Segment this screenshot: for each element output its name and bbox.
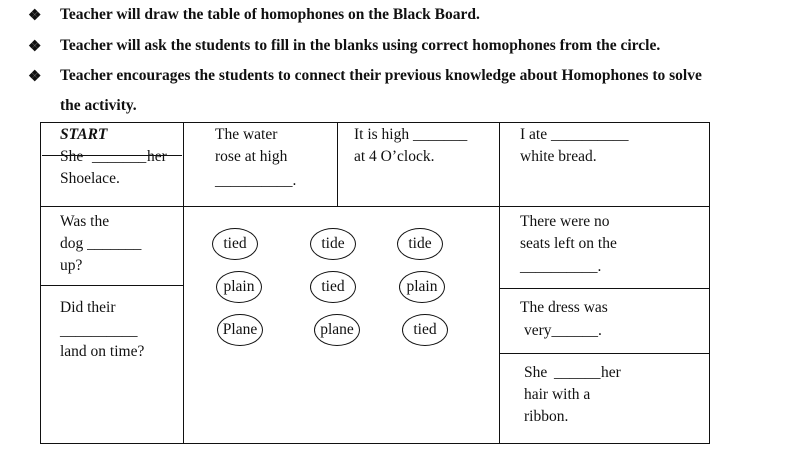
word-circle: plane bbox=[314, 314, 360, 346]
word-circle: tide bbox=[310, 228, 356, 260]
cell-text: Did their bbox=[60, 299, 116, 316]
bullet-icon: ❖ bbox=[28, 69, 42, 85]
word-circle: Plane bbox=[217, 314, 263, 346]
column-divider bbox=[183, 122, 184, 444]
table-border-left bbox=[40, 122, 41, 444]
cell-text: There were no bbox=[520, 213, 610, 230]
row-divider bbox=[40, 285, 184, 286]
cell-text: dog _______ bbox=[60, 235, 142, 252]
cell-text: hair with a bbox=[524, 386, 591, 403]
bullet-icon: ❖ bbox=[28, 8, 42, 24]
cell-text: She bbox=[60, 148, 84, 165]
word-circle: tied bbox=[212, 228, 258, 260]
row-divider bbox=[499, 288, 710, 289]
cell-text: The dress was bbox=[520, 299, 608, 316]
row-divider bbox=[40, 206, 710, 207]
instruction-item: Teacher encourages the students to connect their previous knowledge about Homophones to solve bbox=[60, 67, 702, 84]
cell-text: very______. bbox=[524, 322, 602, 339]
word-circle: tied bbox=[402, 314, 448, 346]
column-divider bbox=[499, 122, 500, 444]
cell-text: up? bbox=[60, 257, 83, 274]
blank: ______ bbox=[554, 364, 601, 381]
column-divider bbox=[337, 122, 338, 206]
cell-text: I ate __________ bbox=[520, 126, 629, 143]
cell-text: It is high _______ bbox=[354, 126, 468, 143]
table-border-bottom bbox=[40, 443, 710, 444]
word-circle: tied bbox=[310, 271, 356, 303]
cell-text: at 4 O’clock. bbox=[354, 148, 435, 165]
table-border-right bbox=[709, 122, 710, 444]
cell-text: her bbox=[601, 364, 621, 381]
instruction-item-continued: the activity. bbox=[60, 97, 137, 114]
row-divider bbox=[499, 353, 710, 354]
word-circle: plain bbox=[399, 271, 445, 303]
cell-text: white bread. bbox=[520, 148, 597, 165]
blank: _______ bbox=[92, 148, 147, 165]
cell-text: The water bbox=[215, 126, 278, 143]
bullet-icon: ❖ bbox=[28, 39, 42, 55]
blank: __________. bbox=[215, 172, 297, 189]
cell-text: Was the bbox=[60, 213, 110, 230]
cell-text: land on time? bbox=[60, 343, 145, 360]
blank: __________ bbox=[60, 322, 138, 339]
blank: __________. bbox=[520, 258, 602, 275]
cell-text: her bbox=[147, 148, 167, 165]
cell-text: ribbon. bbox=[524, 408, 569, 425]
cell-text: rose at high bbox=[215, 148, 288, 165]
cell-text: She bbox=[524, 364, 548, 381]
instruction-item: Teacher will ask the students to fill in the blanks using correct homophones from the circle. bbox=[60, 37, 661, 54]
cell-text: seats left on the bbox=[520, 235, 617, 252]
word-circle: tide bbox=[397, 228, 443, 260]
instruction-item: Teacher will draw the table of homophones on the Black Board. bbox=[60, 6, 480, 23]
start-label: START bbox=[60, 126, 108, 143]
word-circle: plain bbox=[216, 271, 262, 303]
cell-text: Shoelace. bbox=[60, 170, 120, 187]
homophones-table bbox=[40, 122, 710, 444]
